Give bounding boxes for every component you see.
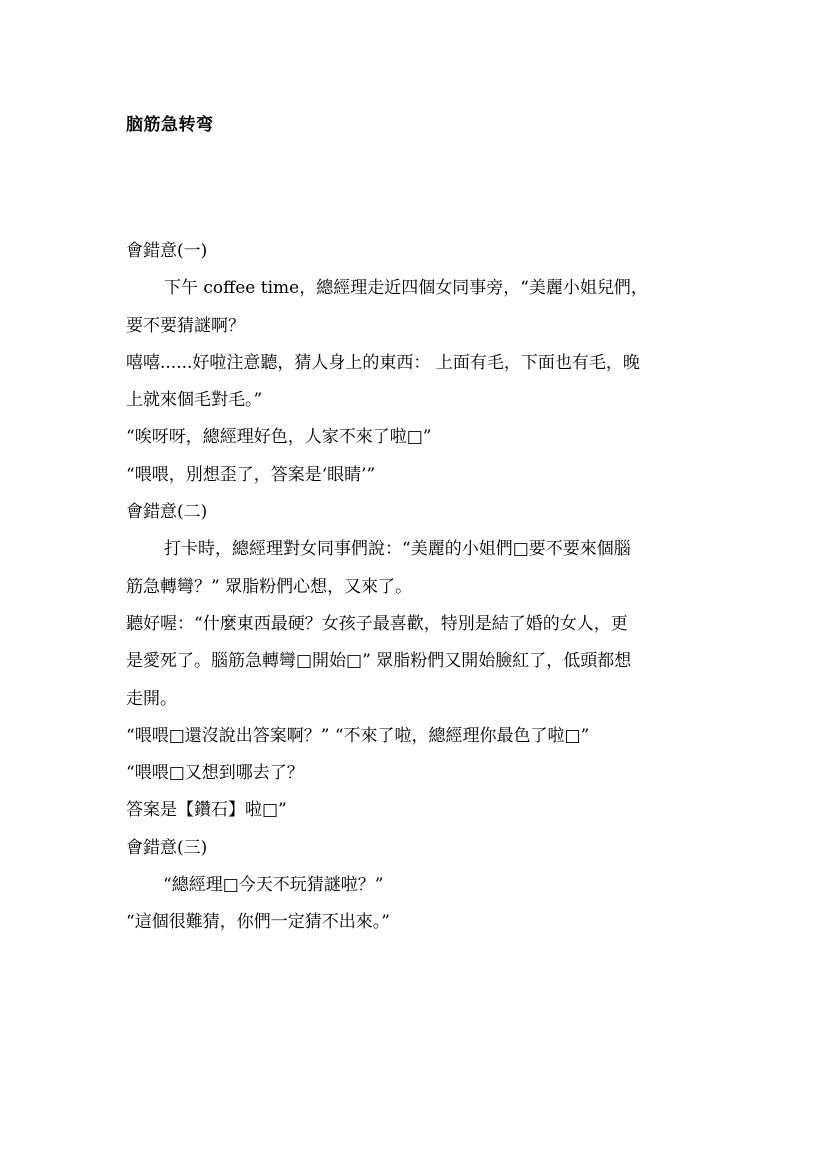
paragraph-line: “喂喂□又想到哪去了？: [126, 763, 304, 784]
section-heading-1: 會錯意(一): [126, 241, 208, 261]
paragraph-line: “唉呀呀，總經理好色，人家不來了啦□”: [126, 427, 432, 448]
section-heading-3: 會錯意(三): [126, 837, 208, 858]
paragraph-line: 下午 coffee time，總經理走近四個女同事旁，“美麗小姐兒們，: [164, 278, 648, 299]
paragraph-line: 走開。: [126, 688, 177, 709]
document-title: 脑筋急转弯: [126, 115, 214, 135]
document-body: [126, 233, 710, 942]
paragraph-line: 打卡時，總經理對女同事們說：“美麗的小姐們□要不要來個腦: [164, 539, 631, 560]
paragraph-line: 聽好喔：“什麼東西最硬？女孩子最喜歡，特別是結了婚的女人，更: [126, 613, 628, 634]
paragraph-line: 答案是【鑽石】啦□”: [126, 800, 287, 821]
paragraph-line: “喂喂，別想歪了，答案是‘眼睛’”: [126, 464, 376, 485]
paragraph-line: 要不要猜謎啊？: [126, 315, 245, 336]
paragraph-line: 是愛死了。腦筋急轉彎□開始□” 眾脂粉們又開始臉紅了，低頭都想: [126, 651, 632, 672]
paragraph-line: “喂喂□還沒說出答案啊？” “不來了啦，總經理你最色了啦□”: [126, 725, 590, 746]
paragraph-line: “總經理□今天不玩猜謎啦？”: [163, 875, 384, 896]
section-heading-2: 會錯意(二): [126, 502, 208, 523]
paragraph-line: 筋急轉彎？” 眾脂粉們心想，又來了。: [126, 576, 413, 597]
paragraph-line: 嘻嘻......好啦注意聽，猜人身上的東西： 上面有毛，下面也有毛，晚: [126, 352, 640, 373]
paragraph-line: 上就來個毛對毛。”: [126, 390, 263, 411]
paragraph-line: “這個很難猜，你們一定猜不出來。”: [126, 912, 390, 933]
